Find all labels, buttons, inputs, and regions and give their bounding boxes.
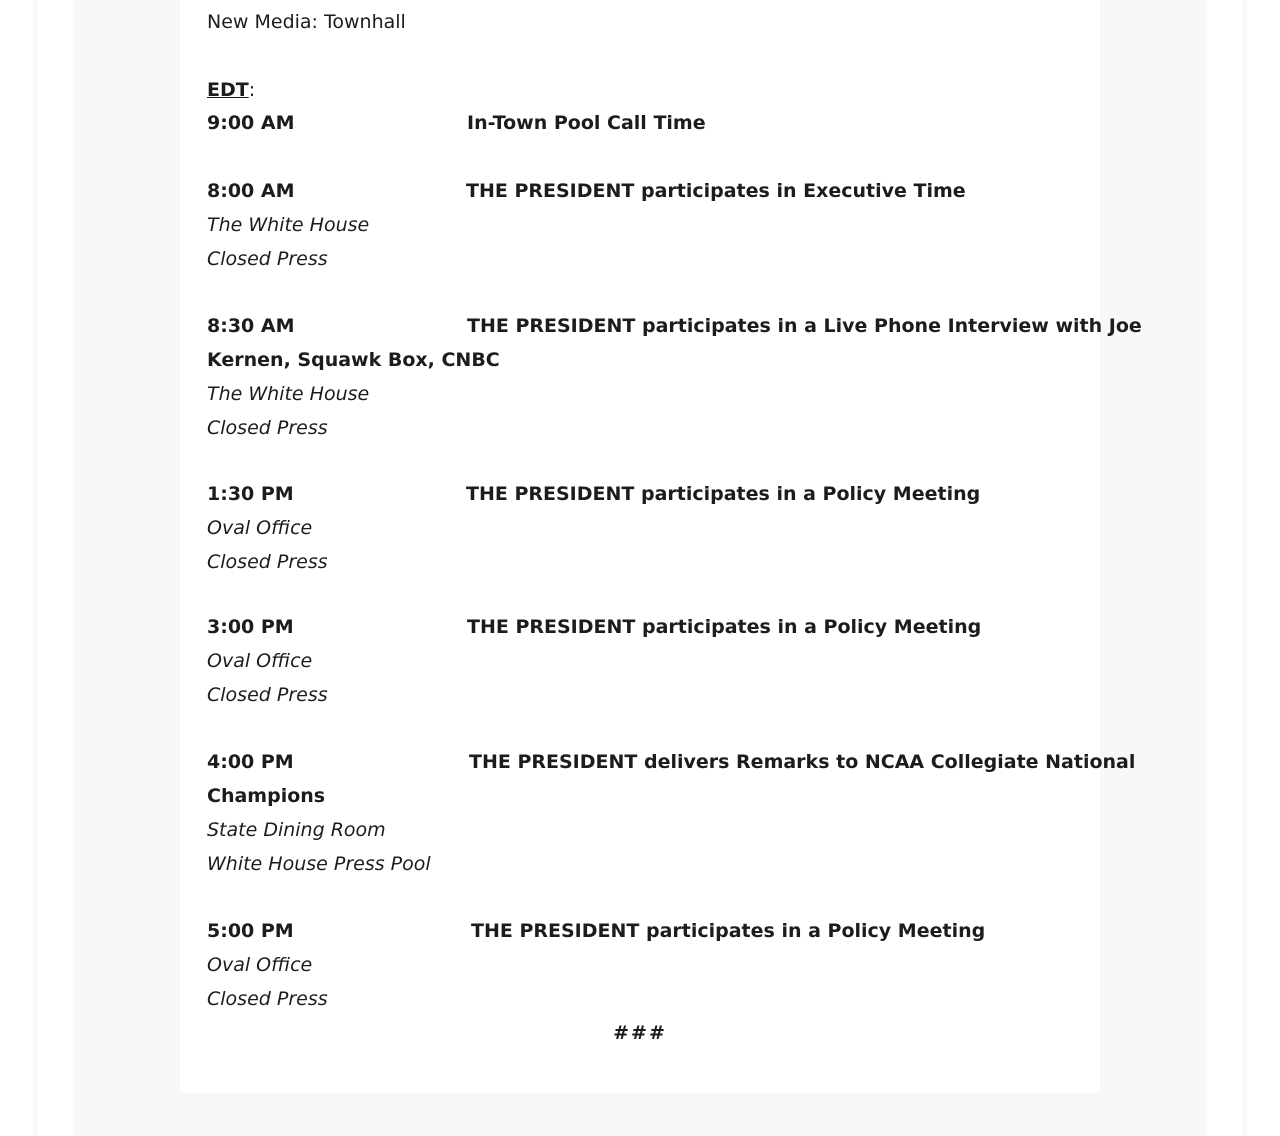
event-description-continued: Kernen, Squawk Box, CNBC <box>207 349 500 371</box>
event-time: 5:00 PM <box>207 920 294 942</box>
event-coverage: White House Press Pool <box>207 853 431 875</box>
timezone-colon: : <box>248 79 256 101</box>
event-time: 8:00 AM <box>207 180 295 202</box>
event-description-continued: Champions <box>207 785 326 807</box>
event-time: 3:00 PM <box>207 616 294 638</box>
event-coverage: Closed Press <box>207 684 328 706</box>
event-coverage: Closed Press <box>207 551 328 573</box>
event-time: 1:30 PM <box>207 483 294 505</box>
event-coverage: Closed Press <box>207 988 328 1010</box>
end-mark: ### <box>613 1022 667 1044</box>
event-description: THE PRESIDENT participates in a Policy Meeting <box>467 616 982 638</box>
new-media-line <box>207 10 406 34</box>
event-location: The White House <box>207 214 370 236</box>
event-description: THE PRESIDENT participates in Executive Time <box>466 180 966 202</box>
event-location: Oval Office <box>207 954 313 976</box>
event-location: Oval Office <box>207 517 313 539</box>
event-time: 4:00 PM <box>207 751 294 773</box>
call-time-description: In-Town Pool Call Time <box>467 112 706 134</box>
event-coverage: Closed Press <box>207 417 328 439</box>
event-coverage: Closed Press <box>207 248 328 270</box>
event-location: The White House <box>207 383 370 405</box>
event-location: State Dining Room <box>207 819 386 841</box>
event-location: Oval Office <box>207 650 313 672</box>
event-description: THE PRESIDENT delivers Remarks to NCAA Collegiate National <box>469 751 1136 773</box>
call-time: 9:00 AM <box>207 112 295 134</box>
event-description: THE PRESIDENT participates in a Policy Meeting <box>466 483 981 505</box>
event-description: THE PRESIDENT participates in a Policy Meeting <box>471 920 986 942</box>
timezone-heading <box>207 78 255 102</box>
timezone-label: EDT <box>207 79 249 101</box>
new-media-text: New Media: Townhall <box>207 11 406 33</box>
event-time: 8:30 AM <box>207 315 295 337</box>
event-description: THE PRESIDENT participates in a Live Phone Interview with Joe <box>467 315 1142 337</box>
